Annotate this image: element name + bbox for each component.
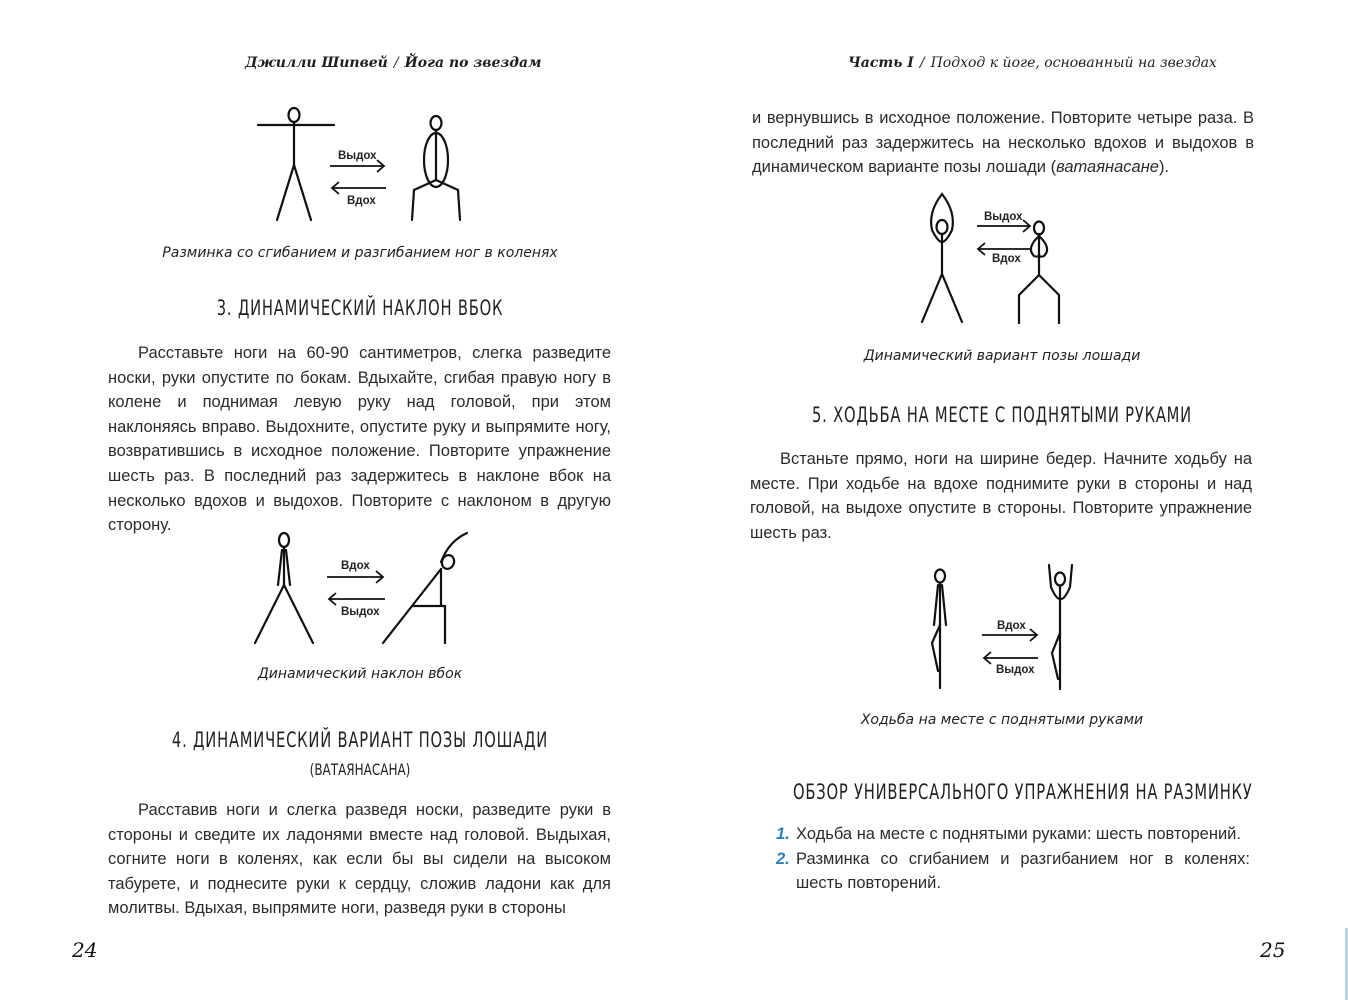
paragraph-text: Расставьте ноги на 60-90 сантиметров, слегка разведите носки, руки опустите по бокам. Вдыхайте, сгибая правую ногу в колене и поднимая левую руку над головой, при этом наклоняясь вправо. Выдохните, опустите руку и выпрямите ногу, возвратившись в исходное положение. Повторите упражнение шесть раз. В последний раз задержитесь в наклоне вбок на несколько вдохов и выдохов. Повторите с наклоном в другую сторону. — [108, 344, 611, 535]
paragraph-text: Встаньте прямо, ноги на ширине бедер. Начните ходьбу на месте. При ходьбе на вдохе поднимите руки в стороны и над головой, на выдохе опустите в стороны. Повторите упражнение шесть раз. — [750, 450, 1252, 542]
running-head-right — [848, 55, 1217, 71]
figure-caption: Динамический наклон вбок — [257, 666, 463, 682]
arrow-label-inhale: Вдох — [347, 195, 376, 207]
book-title: Йога по звездам — [404, 55, 542, 71]
chapter-title: Подход к йоге, основанный на звездах — [930, 55, 1217, 71]
list-item-text: Ходьба на месте с поднятыми руками: шесть повторений. — [796, 825, 1241, 843]
list-number: 1. — [776, 825, 790, 843]
figure-caption: Разминка со сгибанием и разгибанием ног в коленях — [162, 245, 558, 261]
paragraph-text-end: ). — [1158, 158, 1170, 177]
list-item-text: Разминка со сгибанием и разгибанием ног в коленях: шесть повторений. — [796, 849, 1250, 893]
figure-caption: Динамический вариант позы лошади — [863, 348, 1141, 364]
arrow-label-inhale: Вдох — [341, 560, 370, 572]
stick-figure-side-bend-icon — [383, 533, 467, 643]
arrow-label-exhale: Выдох — [341, 606, 380, 618]
right-page — [674, 0, 1348, 1000]
stick-figure-standing-icon — [255, 533, 313, 643]
arrow-label-inhale: Вдох — [997, 620, 1026, 632]
stick-figure-horse-squat-icon — [412, 116, 460, 220]
section-title-3: 3. ДИНАМИЧЕСКИЙ НАКЛОН ВБОК — [216, 296, 504, 320]
stick-figure-horse-prayer-icon — [1019, 222, 1059, 324]
running-head-left — [245, 55, 541, 71]
continuation-paragraph — [752, 106, 1254, 180]
book-author: Джилли Шипвей — [245, 55, 388, 71]
arrow-label-inhale: Вдох — [992, 253, 1021, 265]
stick-figure-arms-out-icon — [258, 108, 334, 220]
section-title-5: 5. ХОДЬБА НА МЕСТЕ С ПОДНЯТЫМИ РУКАМИ — [811, 403, 1192, 427]
figure-caption: Ходьба на месте с поднятыми руками — [860, 712, 1144, 728]
arrow-label-exhale: Выдох — [996, 664, 1035, 676]
page-number-left: 24 — [72, 938, 98, 962]
list-item — [774, 847, 1250, 896]
stick-figure-arms-overhead-icon — [922, 194, 962, 322]
section-5-paragraph — [750, 447, 1252, 545]
stick-figure-walking-arms-up-icon — [1049, 565, 1072, 689]
paragraph-text: и вернувшись в исходное положение. Повторите четыре раза. В последний раз задержитесь на несколько вдохов и выдохов в динамическом варианте позы лошади ( — [752, 109, 1254, 177]
page-number-right: 25 — [1260, 938, 1286, 962]
section-4-paragraph — [108, 798, 611, 921]
list-number: 2. — [776, 849, 790, 868]
running-head-separator: / — [919, 55, 925, 71]
paragraph-text: Расставив ноги и слегка разведя носки, разведите руки в стороны и сведите их ладонями вместе над головой. Выдыхая, согните ноги в коленях, как если бы вы сидели на высоком табурете, и поднесите руки к сердцу, сложив ладони как для молитвы. Вдыхая, выпрямите ноги, разведя руки в стороны — [108, 801, 611, 918]
figure-knee-bend-warmup — [250, 100, 480, 230]
running-head-separator: / — [393, 55, 399, 71]
section-title-4: 4. ДИНАМИЧЕСКИЙ ВАРИАНТ ПОЗЫ ЛОШАДИ — [171, 728, 549, 752]
part-label: Часть I — [848, 55, 914, 71]
figure-side-bend — [245, 525, 485, 655]
overview-title: ОБЗОР УНИВЕРСАЛЬНОГО УПРАЖНЕНИЯ НА РАЗМИНКУ — [792, 780, 1253, 804]
section-3-paragraph — [108, 341, 611, 538]
overview-list — [774, 822, 1250, 896]
section-subtitle-4: (ВАТАЯНАСАНА) — [309, 760, 411, 779]
list-item — [774, 822, 1250, 847]
arrow-label-exhale: Выдох — [338, 150, 377, 162]
stick-figure-walking-arms-down-icon — [932, 570, 946, 689]
figure-horse-pose-dynamic — [902, 190, 1122, 330]
pose-name-italic: ватаянасане — [1056, 158, 1159, 177]
figure-walking-in-place — [914, 563, 1114, 698]
arrow-label-exhale: Выдох — [984, 211, 1023, 223]
